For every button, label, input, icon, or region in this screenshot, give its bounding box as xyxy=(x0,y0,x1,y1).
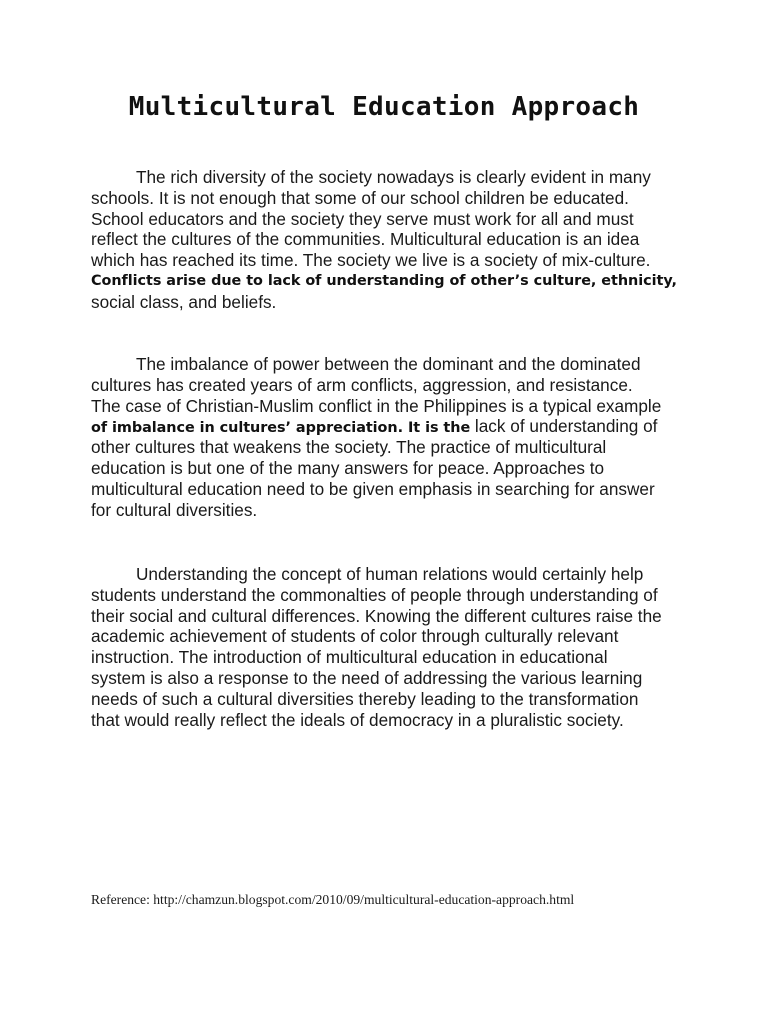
paragraph-line: cultures has created years of arm conflicts, aggression, and resistance. xyxy=(91,374,633,395)
paragraph-line: education is but one of the many answers for peace. Approaches to xyxy=(91,457,605,478)
paragraph-line: reflect the cultures of the communities. Multicultural education is an idea xyxy=(91,229,640,250)
paragraph-line: needs of such a cultural diversities thereby leading to the transformation xyxy=(91,688,639,709)
paragraph-line: students understand the commonalties of people through understanding of xyxy=(91,584,658,605)
body-paragraph-1 xyxy=(91,167,691,313)
paragraph-line: system is also a response to the need of addressing the various learning xyxy=(91,667,643,688)
paragraph-line: The rich diversity of the society nowadays is clearly evident in many xyxy=(136,167,651,187)
body-paragraph-2 xyxy=(91,354,691,520)
paragraph-line: which has reached its time. The society we live is a society of mix-culture. xyxy=(91,250,651,271)
paragraph-line: instruction. The introduction of multicultural education in educational xyxy=(91,647,608,668)
page-title: Multicultural Education Approach xyxy=(128,92,640,122)
paragraph-line: that would really reflect the ideals of democracy in a pluralistic society. xyxy=(91,709,624,730)
paragraph-line: multicultural education need to be given emphasis in searching for answer xyxy=(91,478,655,499)
paragraph-line: their social and cultural differences. Knowing the different cultures raise the xyxy=(91,605,662,626)
paragraph-line: School educators and the society they serve must work for all and must xyxy=(91,208,634,229)
paragraph-line: schools. It is not enough that some of our school children be educated. xyxy=(91,187,629,208)
paragraph-line: academic achievement of students of color through culturally relevant xyxy=(91,626,619,647)
reference-citation: Reference: http://chamzun.blogspot.com/2010/09/multicultural-education-approach.html xyxy=(91,892,575,907)
paragraph-line: other cultures that weakens the society. The practice of multicultural xyxy=(91,437,607,458)
paragraph-line: social class, and beliefs. xyxy=(91,291,277,312)
paragraph-line-mixed xyxy=(91,416,691,437)
paragraph-line: The case of Christian-Muslim conflict in the Philippines is a typical example xyxy=(91,395,662,416)
paragraph-line: Understanding the concept of human relations would certainly help xyxy=(136,564,644,584)
paragraph-line: The imbalance of power between the dominant and the dominated xyxy=(136,354,641,374)
alt-font-segment: of imbalance in cultures’ appreciation. It is the xyxy=(91,420,471,437)
regular-segment: lack of understanding of xyxy=(470,416,658,437)
paragraph-line: for cultural diversities. xyxy=(91,499,258,520)
paragraph-line-alt-font: Conflicts arise due to lack of understanding of other’s culture, ethnicity, xyxy=(91,272,677,289)
body-paragraph-3 xyxy=(91,564,691,730)
